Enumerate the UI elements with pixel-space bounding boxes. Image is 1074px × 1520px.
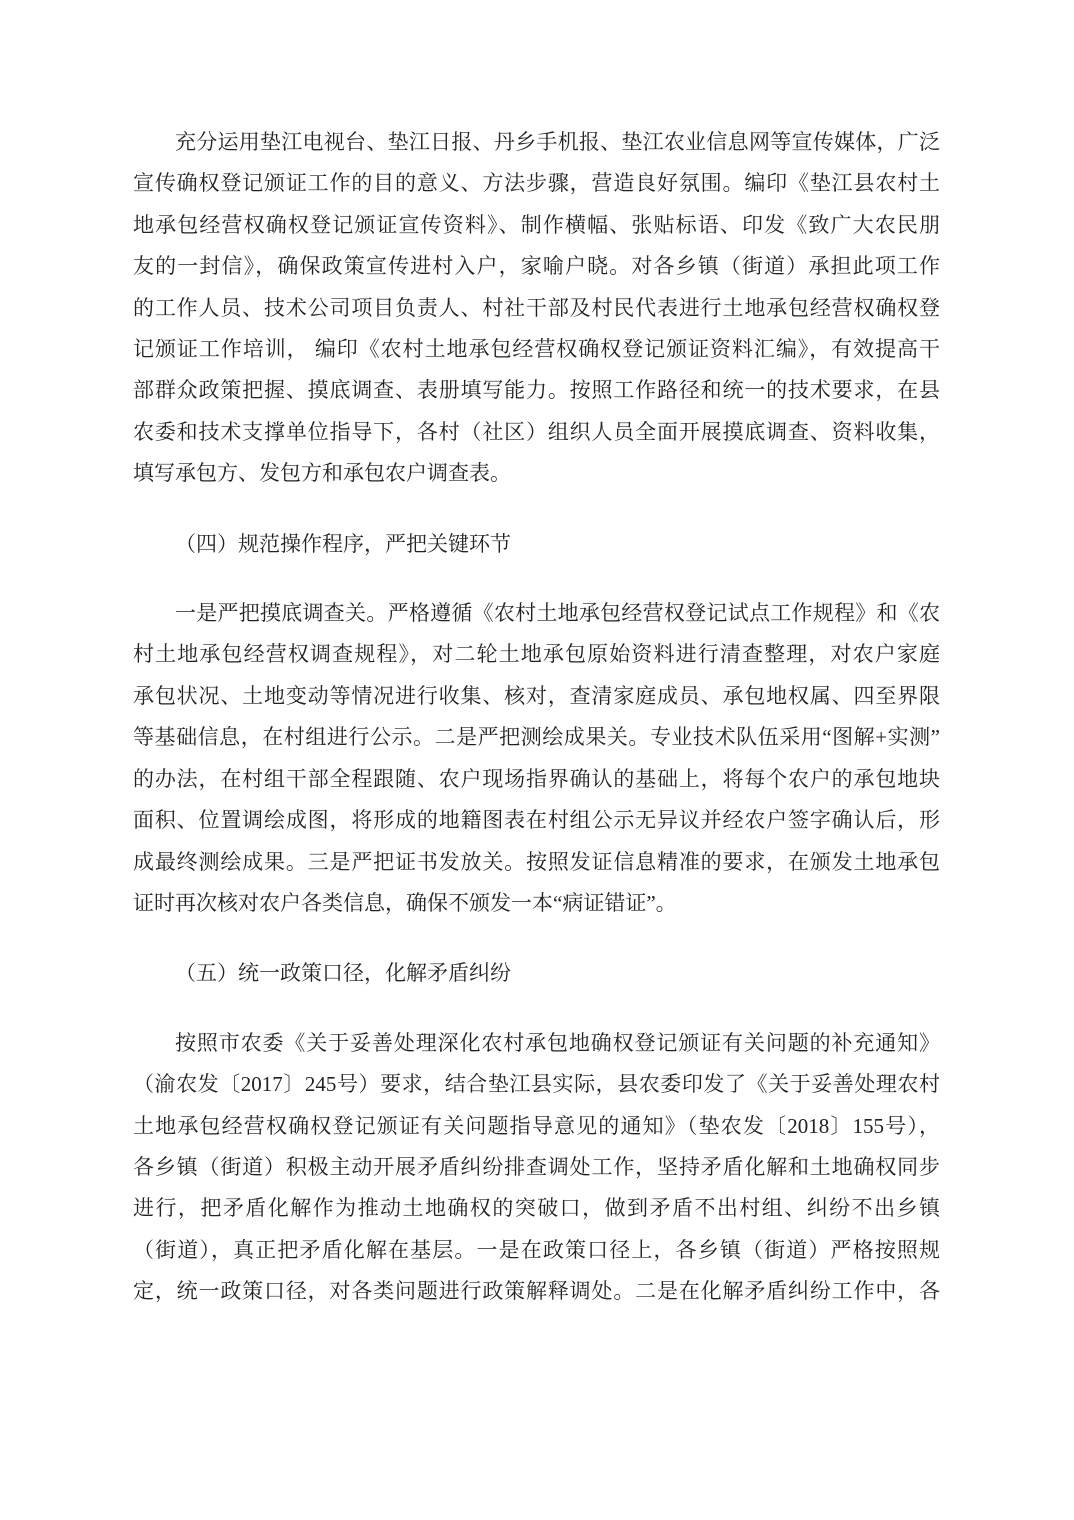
text-line: （五）统一政策口径，化解矛盾纠纷: [175, 961, 511, 986]
text-line: 的办法，在村组干部全程跟随、农户现场指界确认的基础上，将每个农户的承包地块: [133, 766, 940, 791]
text-line: 的工作人员、技术公司项目负责人、村社干部及村民代表进行土地承包经营权确权登: [133, 295, 940, 320]
text-line: 一是严把摸底调查关。严格遵循《农村土地承包经营权登记试点工作规程》和《农: [175, 601, 940, 626]
text-line: 证时再次核对农户各类信息，确保不颁发一本“病证错证”。: [133, 890, 677, 915]
text-line: 农委和技术支撑单位指导下，各村（社区）组织人员全面开展摸底调查、资料收集，: [133, 419, 940, 444]
text-line: （渝农发〔2017〕245号）要求，结合垫江县实际，县农委印发了《关于妥善处理农村: [133, 1072, 940, 1097]
text-line: 宣传确权登记颁证工作的目的意义、方法步骤，营造良好氛围。编印《垫江县农村土: [133, 171, 940, 196]
section-heading: [133, 953, 940, 994]
text-line: 按照市农委《关于妥善处理深化农村承包地确权登记颁证有关问题的补充通知》: [175, 1030, 940, 1055]
text-line: 记颁证工作培训， 编印《农村土地承包经营权确权登记颁证资料汇编》，有效提高干: [133, 337, 940, 362]
text-line: 面积、位置调绘成图，将形成的地籍图表在村组公示无异议并经农户签字确认后，形: [133, 808, 940, 833]
text-line: 成最终测绘成果。三是严把证书发放关。按照发证信息精准的要求，在颁发土地承包: [133, 849, 940, 874]
text-line: 填写承包方、发包方和承包农户调查表。: [133, 461, 511, 486]
text-line: 土地承包经营权确权登记颁证有关问题指导意见的通知》（垫农发〔2018〕155号），: [133, 1113, 940, 1138]
text-line: 村土地承包经营权调查规程》，对二轮土地承包原始资料进行清查整理，对农户家庭: [133, 642, 940, 667]
text-line: 部群众政策把握、摸底调查、表册填写能力。按照工作路径和统一的技术要求，在县: [133, 378, 940, 403]
text-line: （街道），真正把矛盾化解在基层。一是在政策口径上，各乡镇（街道）严格按照规: [133, 1237, 940, 1262]
document-content: [133, 122, 940, 1313]
paragraph: [133, 1023, 940, 1313]
text-line: 承包状况、土地变动等情况进行收集、核对，查清家庭成员、承包地权属、四至界限: [133, 683, 940, 708]
paragraph: [133, 122, 940, 495]
text-line: 各乡镇（街道）积极主动开展矛盾纠纷排查调处工作，坚持矛盾化解和土地确权同步: [133, 1154, 940, 1179]
text-line: 地承包经营权确权登记颁证宣传资料》、制作横幅、张贴标语、印发《致广大农民朋: [133, 212, 940, 237]
text-line: 等基础信息，在村组进行公示。二是严把测绘成果关。专业技术队伍采用“图解+实测”: [133, 725, 940, 750]
text-line: 友的一封信》，确保政策宣传进村入户，家喻户晓。对各乡镇（街道）承担此项工作: [133, 254, 940, 279]
text-line: （四）规范操作程序，严把关键环节: [175, 531, 511, 556]
text-line: 充分运用垫江电视台、垫江日报、丹乡手机报、垫江农业信息网等宣传媒体，广泛: [175, 130, 940, 154]
text-line: 定，统一政策口径，对各类问题进行政策解释调处。二是在化解矛盾纠纷工作中，各: [133, 1279, 940, 1304]
text-line: 进行，把矛盾化解作为推动土地确权的突破口，做到矛盾不出村组、纠纷不出乡镇: [133, 1196, 940, 1221]
paragraph: [133, 593, 940, 924]
section-heading: [133, 524, 940, 565]
